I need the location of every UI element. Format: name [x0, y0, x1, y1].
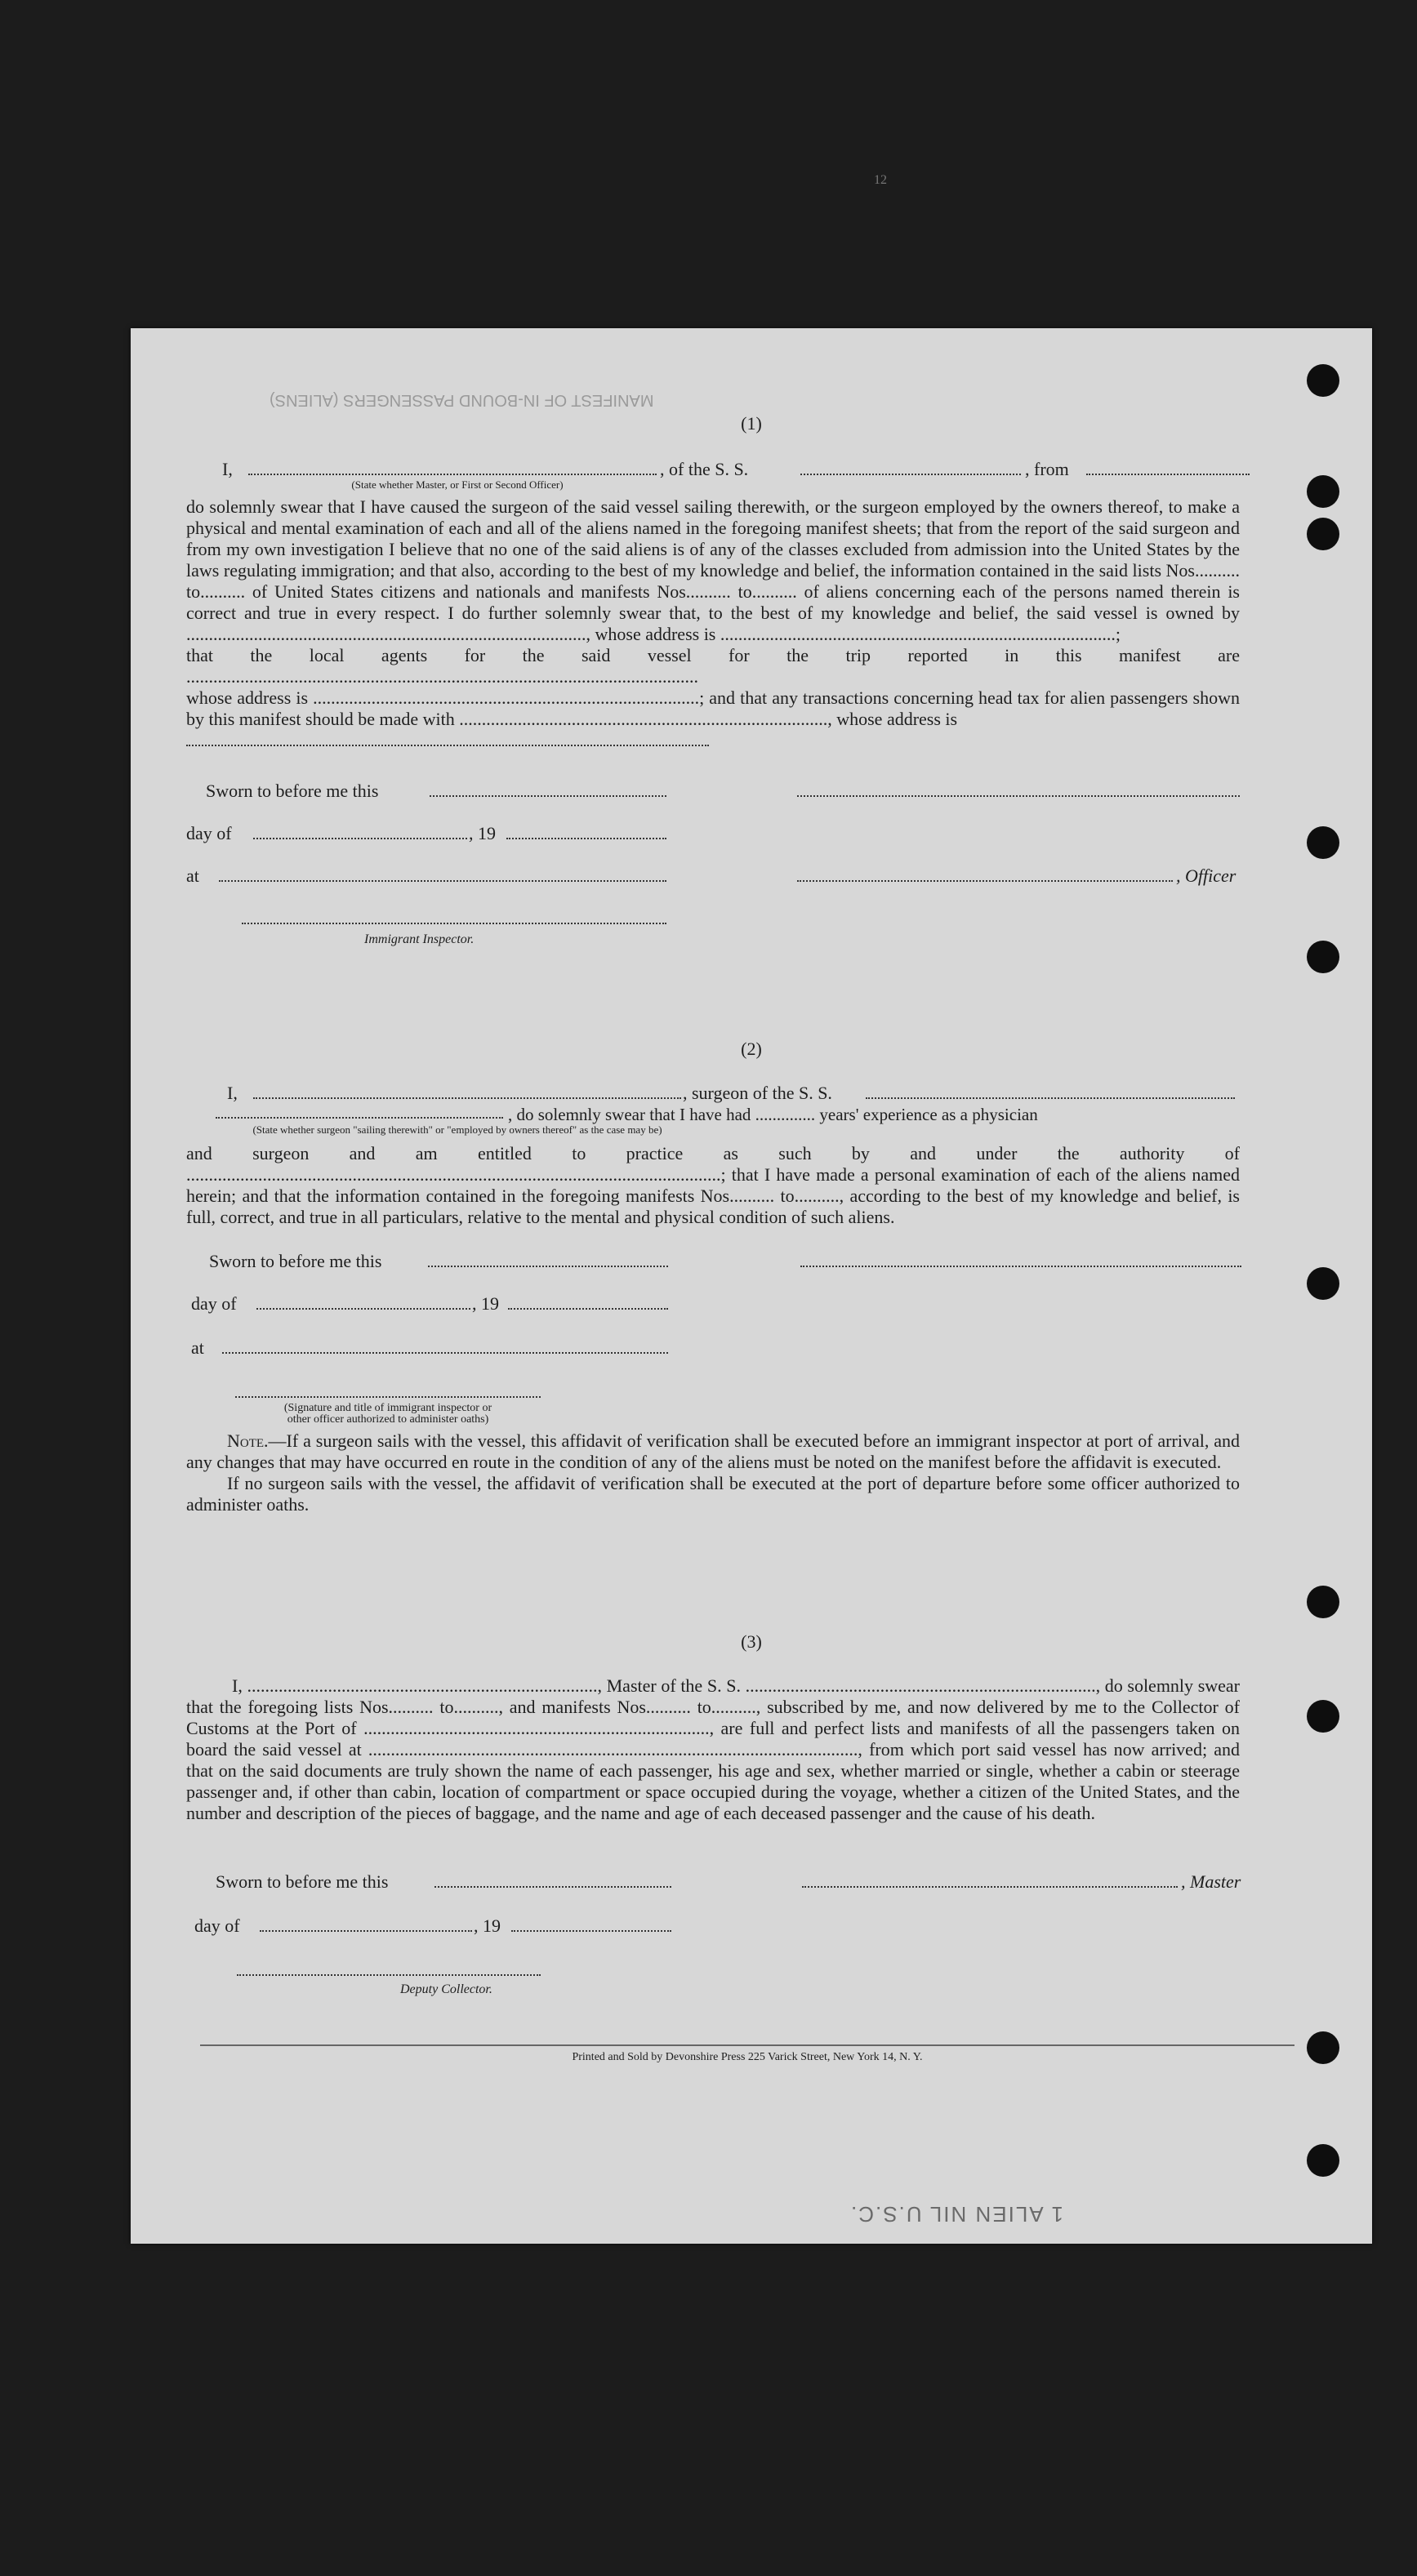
s2-inspector-sig[interactable]	[235, 1396, 541, 1398]
punch-hole	[1307, 826, 1339, 859]
s1-day-of: day of	[186, 823, 232, 843]
punch-hole	[1307, 2144, 1339, 2177]
s2-line2: , do solemnly swear that I have had .............. years' experience as a physician	[508, 1105, 1038, 1124]
section-3-heading: (3)	[741, 1631, 762, 1652]
s1-year-field[interactable]	[506, 838, 666, 839]
s2-ship-field[interactable]	[866, 1097, 1235, 1099]
s3-sworn-field[interactable]	[434, 1886, 671, 1888]
s2-note-1	[186, 1430, 1240, 1473]
s2-note-label: Note.	[227, 1430, 269, 1451]
s3-deputy-sig[interactable]	[237, 1974, 541, 1976]
s2-i: I,	[227, 1083, 238, 1103]
s1-sworn-field[interactable]	[430, 795, 666, 797]
s2-at: at	[191, 1337, 204, 1358]
s2-nineteen: , 19	[472, 1293, 499, 1314]
s3-sworn: Sworn to before me this	[216, 1871, 389, 1892]
s1-at: at	[186, 865, 199, 886]
s2-note-1-text: —If a surgeon sails with the vessel, this affidavit of verification shall be executed before an immigrant inspector at port of arrival, and any changes that may have occurred en route in the condition of any of the aliens must be noted on the manifest before the affidavit is executed.	[186, 1430, 1240, 1472]
s3-master-field[interactable]	[802, 1886, 1178, 1888]
s3-nineteen: , 19	[474, 1915, 501, 1936]
s3-year-field[interactable]	[511, 1930, 671, 1932]
document-page	[131, 328, 1372, 2244]
s1-ship-field[interactable]	[800, 474, 1021, 475]
section-2-note	[186, 1430, 1240, 1515]
s1-name-field[interactable]	[248, 474, 657, 475]
s1-body-1: do solemnly swear that I have caused the surgeon of the said vessel sailing therewith, or the surgeon employed by the owners thereof, to make a physical and mental examination of each and all of the aliens named in the foregoing manifest sheets; that from the report of the said surgeon and from my own investigation I believe that no one of the said aliens is of any of the classes excluded from admission into the United States by the laws regulating immigration; and that also, according to the best of my knowledge and belief, the information contained in the said lists Nos.......... to.......... of United States citizens and nationals and manifests Nos.......... to.......... of aliens concerning each of the persons named therein is correct and true in every respect. I do further solemnly swear that, to the best of my knowledge and belief, the said vessel is owned by ........................................................................................., whose address is ........................................................................................;	[186, 496, 1240, 644]
s2-sig-note-2: other officer authorized to administer oaths)	[287, 1413, 489, 1426]
s2-surgeon-of: , surgeon of the S. S.	[683, 1083, 832, 1103]
section-1-heading: (1)	[741, 413, 762, 434]
s3-master: , Master	[1181, 1871, 1241, 1892]
punch-hole	[1307, 475, 1339, 508]
s3-day-field[interactable]	[260, 1930, 472, 1932]
section-2-heading: (2)	[741, 1039, 762, 1059]
s1-body-2: that the local agents for the said vessel for the trip reported in this manifest are ..................................................................................................................	[186, 645, 1240, 687]
s2-note-2: If no surgeon sails with the vessel, the affidavit of verification shall be executed at the port of departure before some officer authorized to administer oaths.	[186, 1473, 1240, 1515]
s2-sworn-field[interactable]	[428, 1266, 668, 1267]
section-2-body: and surgeon and am entitled to practice as such by and under the authority of .......................................................................................................................; that I have made a personal examination of each of the aliens named herein; and that the information contained in the foregoing manifests Nos.......... to.........., according to the best of my knowledge and belief, is full, correct, and true in all particulars, relative to the mental and physical condition of such aliens.	[186, 1143, 1240, 1227]
punch-hole	[1307, 941, 1339, 973]
s1-officer-sig[interactable]	[797, 795, 1240, 797]
punch-hole	[1307, 518, 1339, 550]
s1-officer: , Officer	[1176, 865, 1237, 886]
s1-body-3: whose address is ......................................................................................; and that any transactions concerning head tax for alien passengers shown by this manifest should be made with .................................................................................., whose address is	[186, 687, 1240, 729]
s2-sworn: Sworn to before me this	[209, 1251, 382, 1271]
s1-from-field[interactable]	[1086, 474, 1250, 475]
s3-day-of: day of	[194, 1915, 240, 1936]
s1-address-field[interactable]	[186, 732, 709, 746]
s2-year-field[interactable]	[508, 1308, 668, 1310]
s2-sig-note-1: (Signature and title of immigrant inspector or	[283, 1402, 492, 1414]
s2-sig[interactable]	[800, 1266, 1241, 1267]
printer-footer: Printed and Sold by Devonshire Press 225 Varick Street, New York 14, N. Y.	[200, 2044, 1294, 2064]
s1-officer-field[interactable]	[797, 880, 1173, 882]
s1-inspector: Immigrant Inspector.	[364, 932, 475, 946]
punch-hole	[1307, 2031, 1339, 2064]
s1-sworn: Sworn to before me this	[206, 781, 379, 801]
s1-inspector-sig[interactable]	[242, 923, 666, 924]
rubber-stamp: 1 ALIEN NIL U.S.C.	[849, 2202, 1063, 2227]
s1-of-ss: , of the S. S.	[660, 459, 749, 479]
punch-hole	[1307, 1586, 1339, 1618]
section-3-body: I, .............................................................................., Master of the S. S. .............................................................................., do solemnly swear that the foregoing lists Nos.......... to.........., and manifests Nos.......... to.........., subscribed by me, and now delivered by me to the Collector of Customs at the Port of ............................................................................., are full and perfect lists and manifests of all the passengers taken on board the said vessel at ............................................................................................................., from which port said vessel has now arrived; and that on the said documents are truly shown the name of each passenger, his age and sex, whether married or single, whether a cabin or steerage passenger and, if other than cabin, location of compartment or space occupied during the voyage, whether a citizen of the United States, and the number and description of the pieces of baggage, and the name and age of each deceased passenger and the cause of his death.	[186, 1675, 1240, 1823]
s2-at-field[interactable]	[222, 1352, 668, 1354]
s2-day-of: day of	[191, 1293, 237, 1314]
s2-type-field[interactable]	[216, 1117, 503, 1119]
s1-nineteen: , 19	[469, 823, 496, 843]
s1-state-note: (State whether Master, or First or Second Officer)	[351, 478, 564, 491]
s1-day-field[interactable]	[253, 838, 467, 839]
page-number: 12	[874, 173, 887, 187]
s1-at-field[interactable]	[219, 880, 666, 882]
s1-i: I,	[222, 459, 233, 479]
s2-state-note: (State whether surgeon "sailing therewith" or "employed by owners thereof" as the case may be)	[252, 1123, 662, 1136]
s3-deputy: Deputy Collector.	[400, 1982, 492, 1996]
s2-day-field[interactable]	[256, 1308, 470, 1310]
s2-name-field[interactable]	[253, 1097, 681, 1099]
faint-header: MANIFEST OF IN-BOUND PASSENGERS (ALIENS)	[270, 391, 654, 409]
section-1-body	[186, 496, 1240, 751]
s1-from: , from	[1025, 459, 1069, 479]
punch-hole	[1307, 1267, 1339, 1300]
punch-hole	[1307, 364, 1339, 397]
punch-hole	[1307, 1700, 1339, 1733]
